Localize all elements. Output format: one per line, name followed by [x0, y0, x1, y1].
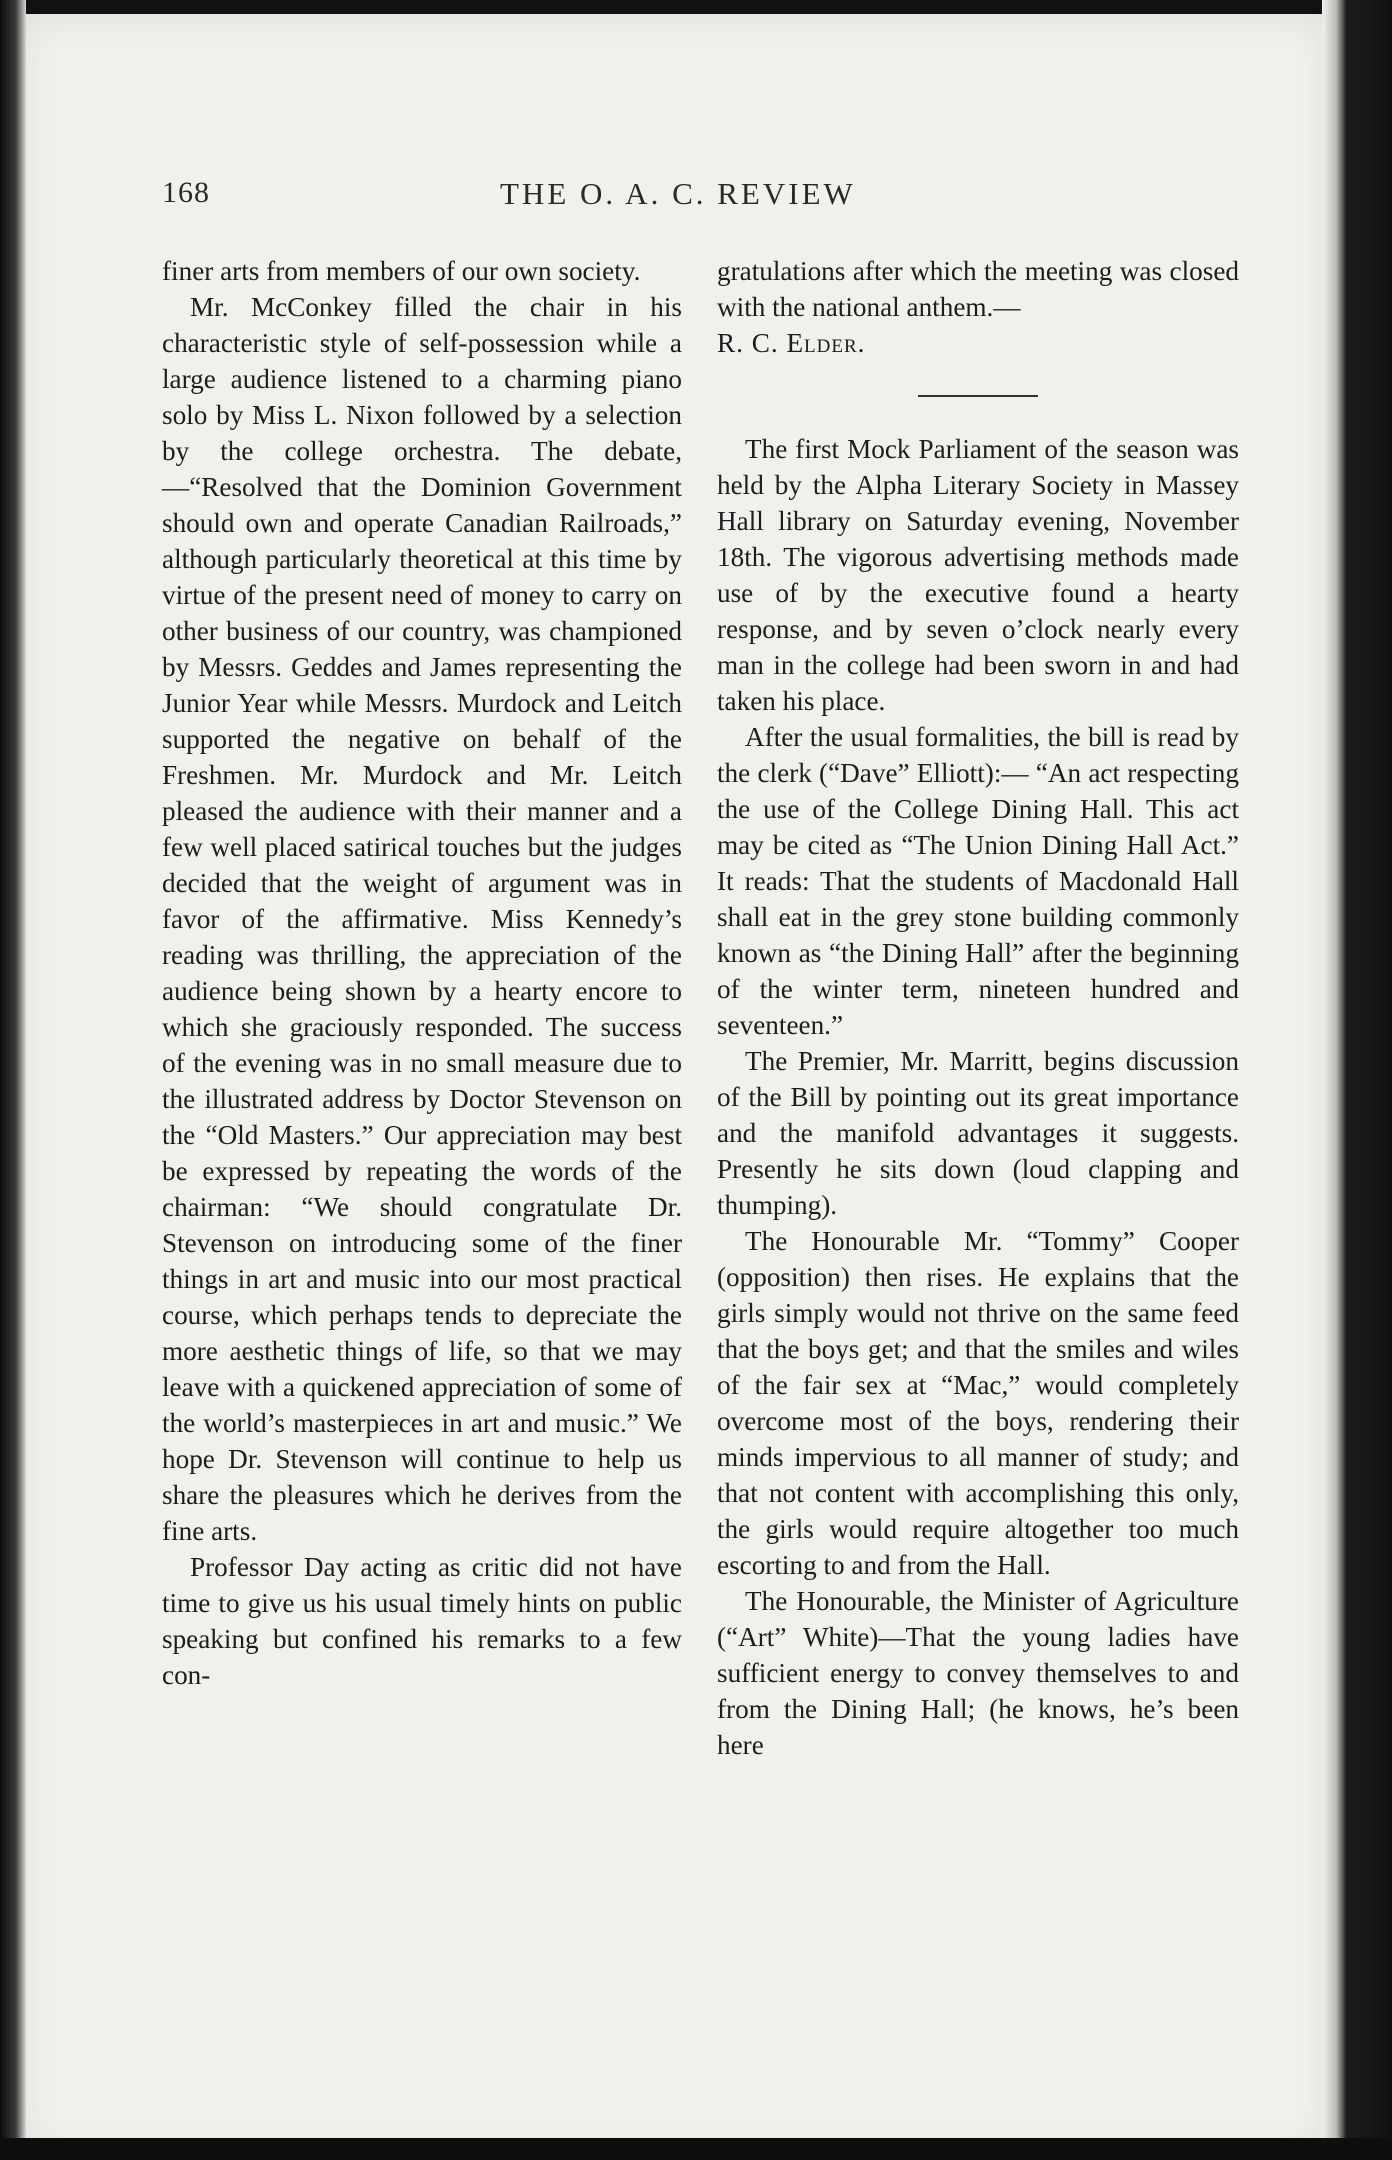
page-edge-shadow: [1322, 0, 1392, 2160]
right-column: [717, 253, 1239, 1763]
author-signature: [717, 325, 1239, 361]
paragraph: The Honourable Mr. “Tommy” Cooper (opposition) then rises. He explains that the girls simply would not thrive on the same feed that the boys get; and that the smiles and wiles of the fair sex at “Mac,” would completely overcome most of the boys, rendering their minds impervious to all manner of study; and that not content with accomplishing this only, the girls would require altogether too much escorting to and from the Hall.: [717, 1226, 1239, 1580]
paragraph: After the usual formalities, the bill is read by the clerk (“Dave” Elliott):— “An act respecting the use of the College Dining Hall. This act may be cited as “The Union Dining Hall Act.” It reads: That the students of Macdonald Hall shall eat in the grey stone building commonly known as “the Dining Hall” after the beginning of the winter term, nineteen hundred and seventeen.”: [717, 722, 1239, 1040]
signature-name: R. C. Elder.: [717, 328, 866, 358]
paragraph: finer arts from members of our own society.: [162, 256, 641, 286]
journal-title: THE O. A. C. REVIEW: [500, 176, 856, 211]
paragraph: The Premier, Mr. Marritt, begins discussion of the Bill by pointing out its great importance and the manifold advantages it suggests. Presently he sits down (loud clapping and thumping).: [717, 1046, 1239, 1220]
paragraph: The first Mock Parliament of the season was held by the Alpha Literary Society in Massey Hall library on Saturday evening, November 18th. The vigorous advertising methods made use of by the executive found a hearty response, and by seven o’clock nearly every man in the college had been sworn in and had taken his place.: [717, 434, 1239, 716]
page-number: 168: [162, 176, 210, 209]
continued-paragraph: gratulations after which the meeting was closed with the national anthem.—: [717, 256, 1239, 322]
paragraph: Professor Day acting as critic did not have time to give us his usual timely hints on public speaking but confined his remarks to a few con-: [162, 1552, 682, 1690]
paragraph: Mr. McConkey filled the chair in his characteristic style of self-possession while a large audience listened to a charming piano solo by Miss L. Nixon followed by a selection by the college orchestra. The debate,—“Resolved that the Dominion Government should own and operate Canadian Railroads,” although particularly theoretical at this time by virtue of the present need of money to carry on other business of our country, was championed by Messrs. Geddes and James representing the Junior Year while Messrs. Murdock and Leitch supported the negative on behalf of the Freshmen. Mr. Murdock and Mr. Leitch pleased the audience with their manner and a few well placed satirical touches but the judges decided that the weight of argument was in favor of the affirmative. Miss Kennedy’s reading was thrilling, the appreciation of the audience being shown by a hearty encore to which she graciously responded. The success of the evening was in no small measure due to the illustrated address by Doctor Stevenson on the “Old Masters.” Our appreciation may best be expressed by repeating the words of the chairman: “We should congratulate Dr. Stevenson on introducing some of the finer things in art and music into our most practical course, which perhaps tends to depreciate the more aesthetic things of life, so that we may leave with a quickened appreciation of some of the world’s masterpieces in art and music.” We hope Dr. Stevenson will continue to help us share the pleasures which he derives from the fine arts.: [162, 292, 682, 1546]
book-spine-shadow: [0, 0, 26, 2160]
paragraph: The Honourable, the Minister of Agriculture (“Art” White)—That the young ladies have sufficient energy to convey themselves to and from the Dining Hall; (he knows, he’s been here: [717, 1586, 1239, 1760]
section-divider: [918, 395, 1038, 397]
left-column: [162, 253, 682, 1693]
scan-bottom-border: [0, 2138, 1392, 2160]
